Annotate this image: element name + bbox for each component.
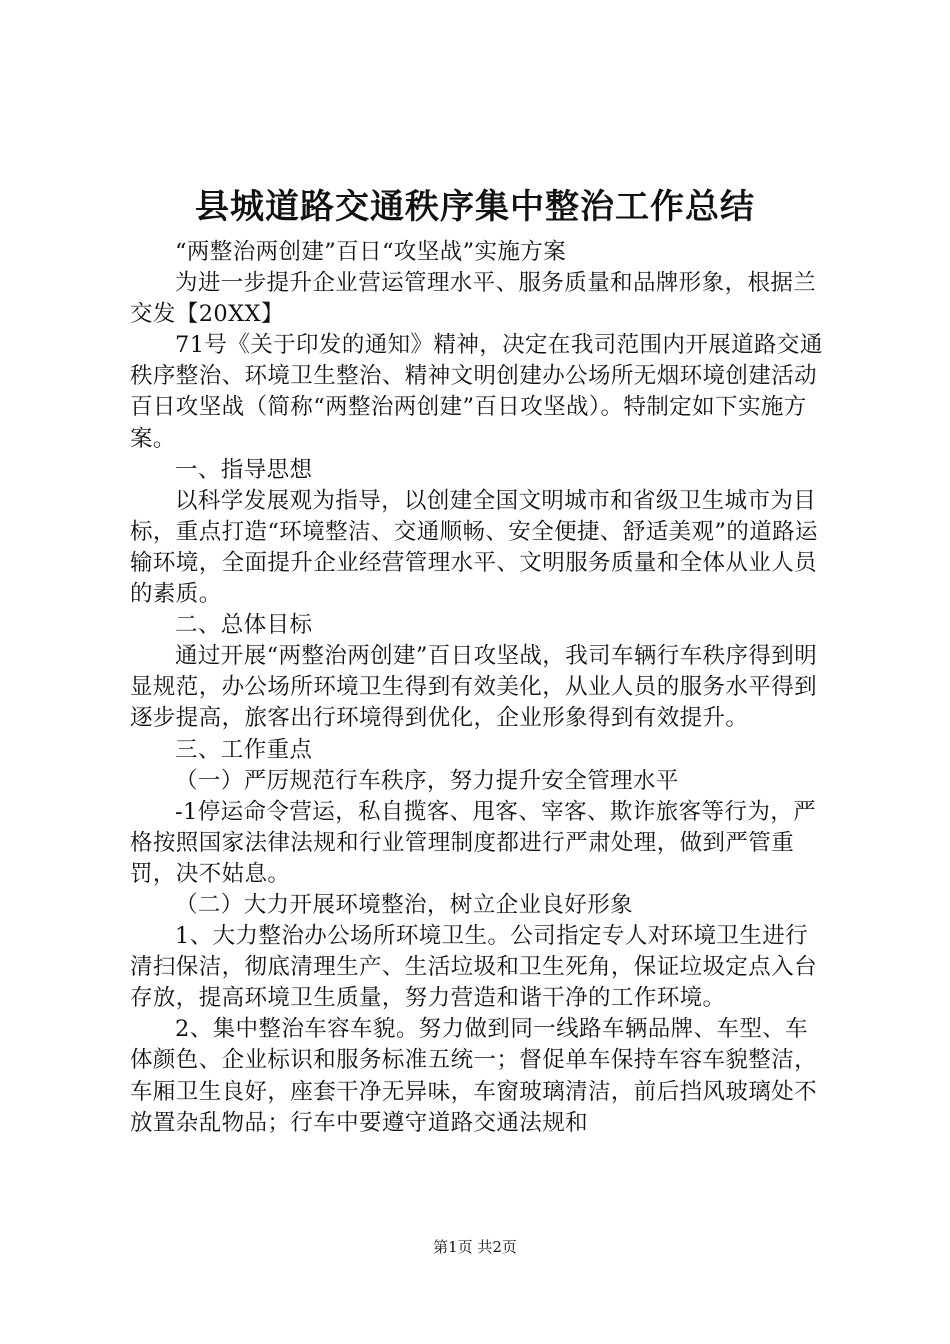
- subheading-driving-order: （一）严厉规范行车秩序，努力提升安全管理水平: [175, 767, 679, 794]
- paragraph-vehicle-appearance: 2、集中整治车容车貌。努力做到同一线路车辆品牌、车型、车体颜色、企业标识和服务标准五统一；督促单车保持车容车貌整洁，车厢卫生良好，座套干净无异味，车窗玻璃清洁，前后挡风玻璃处不放置杂乱物品；行车中要遵守道路交通法规和: [130, 1016, 818, 1136]
- document-body: [130, 237, 830, 1139]
- paragraph-plan-title: “两整治两创建”百日“攻坚战”实施方案: [175, 239, 567, 265]
- paragraph-office-environment: 1、大力整治办公场所环境卫生。公司指定专人对环境卫生进行清扫保洁，彻底清理生产、生活垃圾和卫生死角，保证垃圾定点入台存放，提高环境卫生质量，努力营造和谐干净的工作环境。: [130, 923, 818, 1012]
- paragraph-intro: 为进一步提升企业营运管理水平、服务质量和品牌形象，根据兰交发【20XX】: [130, 270, 817, 328]
- heading-overall-goal: 二、总体目标: [175, 612, 313, 639]
- paragraph-overall-goal: 通过开展“两整治两创建”百日攻坚战，我司车辆行车秩序得到明显规范，办公场所环境卫生得到有效美化，从业人员的服务水平得到逐步提高，旅客出行环境得到优化，企业形象得到有效提升。: [130, 643, 818, 732]
- heading-work-focus: 三、工作重点: [175, 736, 313, 763]
- paragraph-guiding-ideology: 以科学发展观为指导，以创建全国文明城市和省级卫生城市为目标，重点打造“环境整洁、交通顺畅、安全便捷、舒适美观”的道路运输环境，全面提升企业经营管理水平、文明服务质量和全体从业人员的素质。: [130, 487, 818, 608]
- page-footer: 第1页 共2页: [433, 1238, 517, 1256]
- heading-guiding-ideology: 一、指导思想: [175, 456, 313, 483]
- subheading-environment: （二）大力开展环境整治，树立企业良好形象: [175, 891, 634, 918]
- paragraph-driving-order: -1停运命令营运，私自揽客、甩客、宰客、欺诈旅客等行为，严格按照国家法律法规和行业管理制度都进行严肃处理，做到严管重罚，决不姑息。: [130, 798, 817, 887]
- paragraph-notice: 71号《关于印发的通知》精神，决定在我司范围内开展道路交通秩序整治、环境卫生整治、精神文明创建办公场所无烟环境创建活动百日攻坚战（简称“两整治两创建”百日攻坚战）。特制定如下实施方案。: [130, 332, 823, 452]
- document-title: 县城道路交通秩序集中整治工作总结: [195, 187, 755, 227]
